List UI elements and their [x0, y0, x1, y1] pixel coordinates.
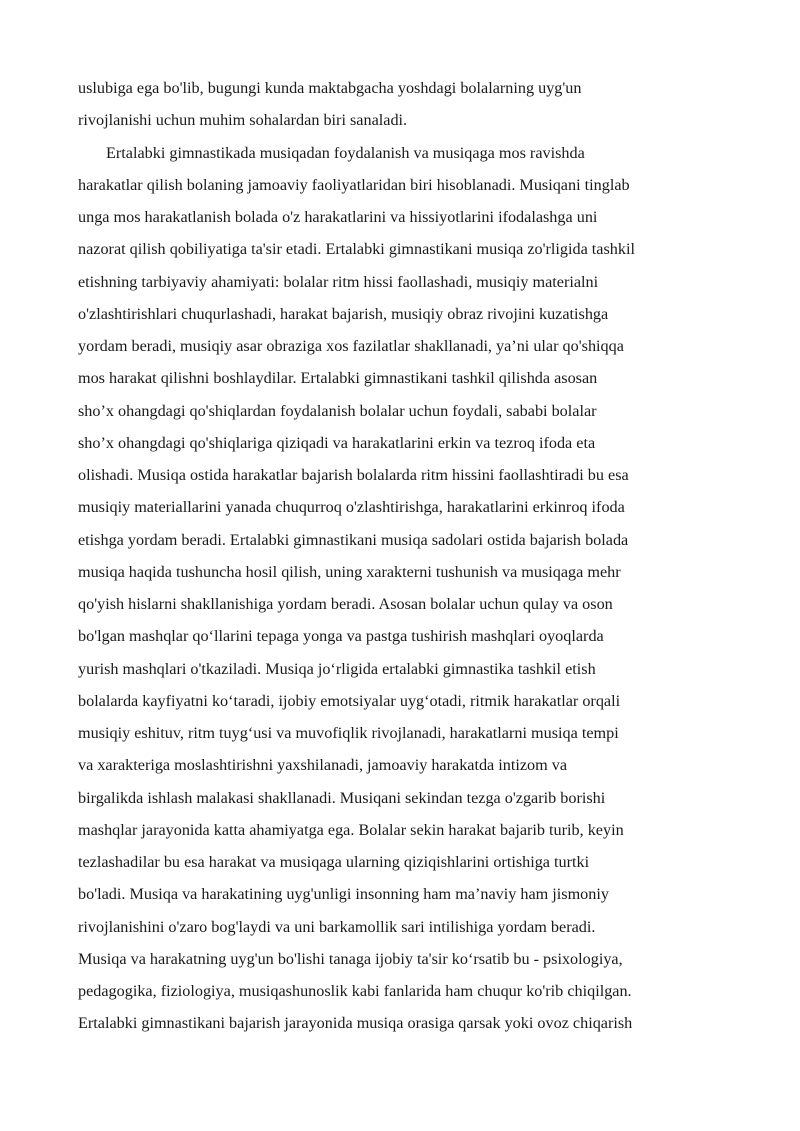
text-line: unga mos harakatlanish bolada o'z harakatlarini va hissiyotlarini ifodalashga uni	[78, 208, 598, 226]
text-line: nazorat qilish qobiliyatiga ta'sir etadi. Ertalabki gimnastikani musiqa zo'rligida tashkil	[78, 240, 635, 259]
text-line: tezlashadilar bu esa harakat va musiqaga ularning qiziqishlarini ortishiga turtki	[78, 853, 590, 871]
text-line: va xarakteriga moslashtirishni yaxshilanadi, jamoaviy harakatda intizom va	[78, 756, 568, 775]
text-line: Musiqa va harakatning uyg'un bo'lishi tanaga ijobiy ta'sir ko‘rsatib bu - psixologiya,	[78, 949, 623, 968]
text-line: harakatlar qilish bolaning jamoaviy faoliyatlaridan biri hisoblanadi. Musiqani tinglab	[78, 175, 630, 194]
text-line: bolalarda kayfiyatni ko‘taradi, ijobiy emotsiyalar uyg‘otadi, ritmik harakatlar orqali	[78, 691, 621, 710]
text-line: pedagogika, fiziologiya, musiqashunoslik kabi fanlarida ham chuqur ko'rib chiqilgan.	[78, 982, 632, 1000]
text-line: musiqiy materiallarini yanada chuqurroq o'zlashtirishga, harakatlarini erkinroq ifoda	[78, 498, 625, 517]
text-line: etishning tarbiyaviy ahamiyati: bolalar ritm hissi faollashadi, musiqiy materialni	[78, 272, 599, 291]
text-line: mos harakat qilishni boshlaydilar. Ertalabki gimnastikani tashkil qilishda asosan	[78, 369, 598, 388]
text-line: yordam beradi, musiqiy asar obraziga xos fazilatlar shakllanadi, ya’ni ular qo'shiqqa	[78, 337, 624, 355]
text-line: rivojlanishini o'zaro bog'laydi va uni barkamollik sari intilishiga yordam beradi.	[78, 917, 596, 936]
text-line: musiqiy eshituv, ritm tuyg‘usi va muvofiqlik rivojlanadi, harakatlarni musiqa tempi	[78, 724, 619, 742]
text-line: olishadi. Musiqa ostida harakatlar bajarish bolalarda ritm hissini faollashtiradi bu esa	[78, 466, 629, 484]
text-line: o'zlashtirishlari chuqurlashadi, harakat bajarish, musiqiy obraz rivojini kuzatishga	[78, 304, 609, 323]
text-line: yurish mashqlari o'tkaziladi. Musiqa jo‘rligida ertalabki gimnastika tashkil etish	[78, 659, 596, 678]
paragraph-first-line: Ertalabki gimnastikada musiqadan foydalanish va musiqaga mos ravishda	[106, 143, 585, 162]
text-line: bo'lgan mashqlar qo‘llarini tepaga yonga va pastga tushirish mashqlari oyoqlarda	[78, 627, 604, 646]
text-line: sho’x ohangdagi qo'shiqlardan foydalanish bolalar uchun foydali, sababi bolalar	[78, 401, 597, 420]
text-line: etishga yordam beradi. Ertalabki gimnastikani musiqa sadolari ostida bajarish bolada	[78, 530, 629, 549]
text-line: mashqlar jarayonida katta ahamiyatga ega. Bolalar sekin harakat bajarib turib, keyin	[78, 820, 624, 839]
text-line: musiqa haqida tushuncha hosil qilish, uning xarakterni tushunish va musiqaga mehr	[78, 562, 621, 581]
text-line: Ertalabki gimnastikani bajarish jarayonida musiqa orasiga qarsak yoki ovoz chiqarish	[78, 1014, 633, 1033]
text-line: sho’x ohangdagi qo'shiqlariga qiziqadi va harakatlarini erkin va tezroq ifoda eta	[78, 433, 596, 452]
body-text	[78, 72, 728, 1040]
text-line: uslubiga ega bo'lib, bugungi kunda maktabgacha yoshdagi bolalarning uyg'un	[78, 79, 582, 97]
text-line: rivojlanishi uchun muhim sohalardan biri sanaladi.	[78, 111, 408, 130]
text-line: birgalikda ishlash malakasi shakllanadi. Musiqani sekindan tezga o'zgarib borishi	[78, 788, 606, 807]
text-line: qo'yish hislarni shakllanishiga yordam beradi. Asosan bolalar uchun qulay va oson	[78, 595, 613, 613]
text-line: bo'ladi. Musiqa va harakatining uyg'unligi insonning ham ma’naviy ham jismoniy	[78, 885, 609, 904]
